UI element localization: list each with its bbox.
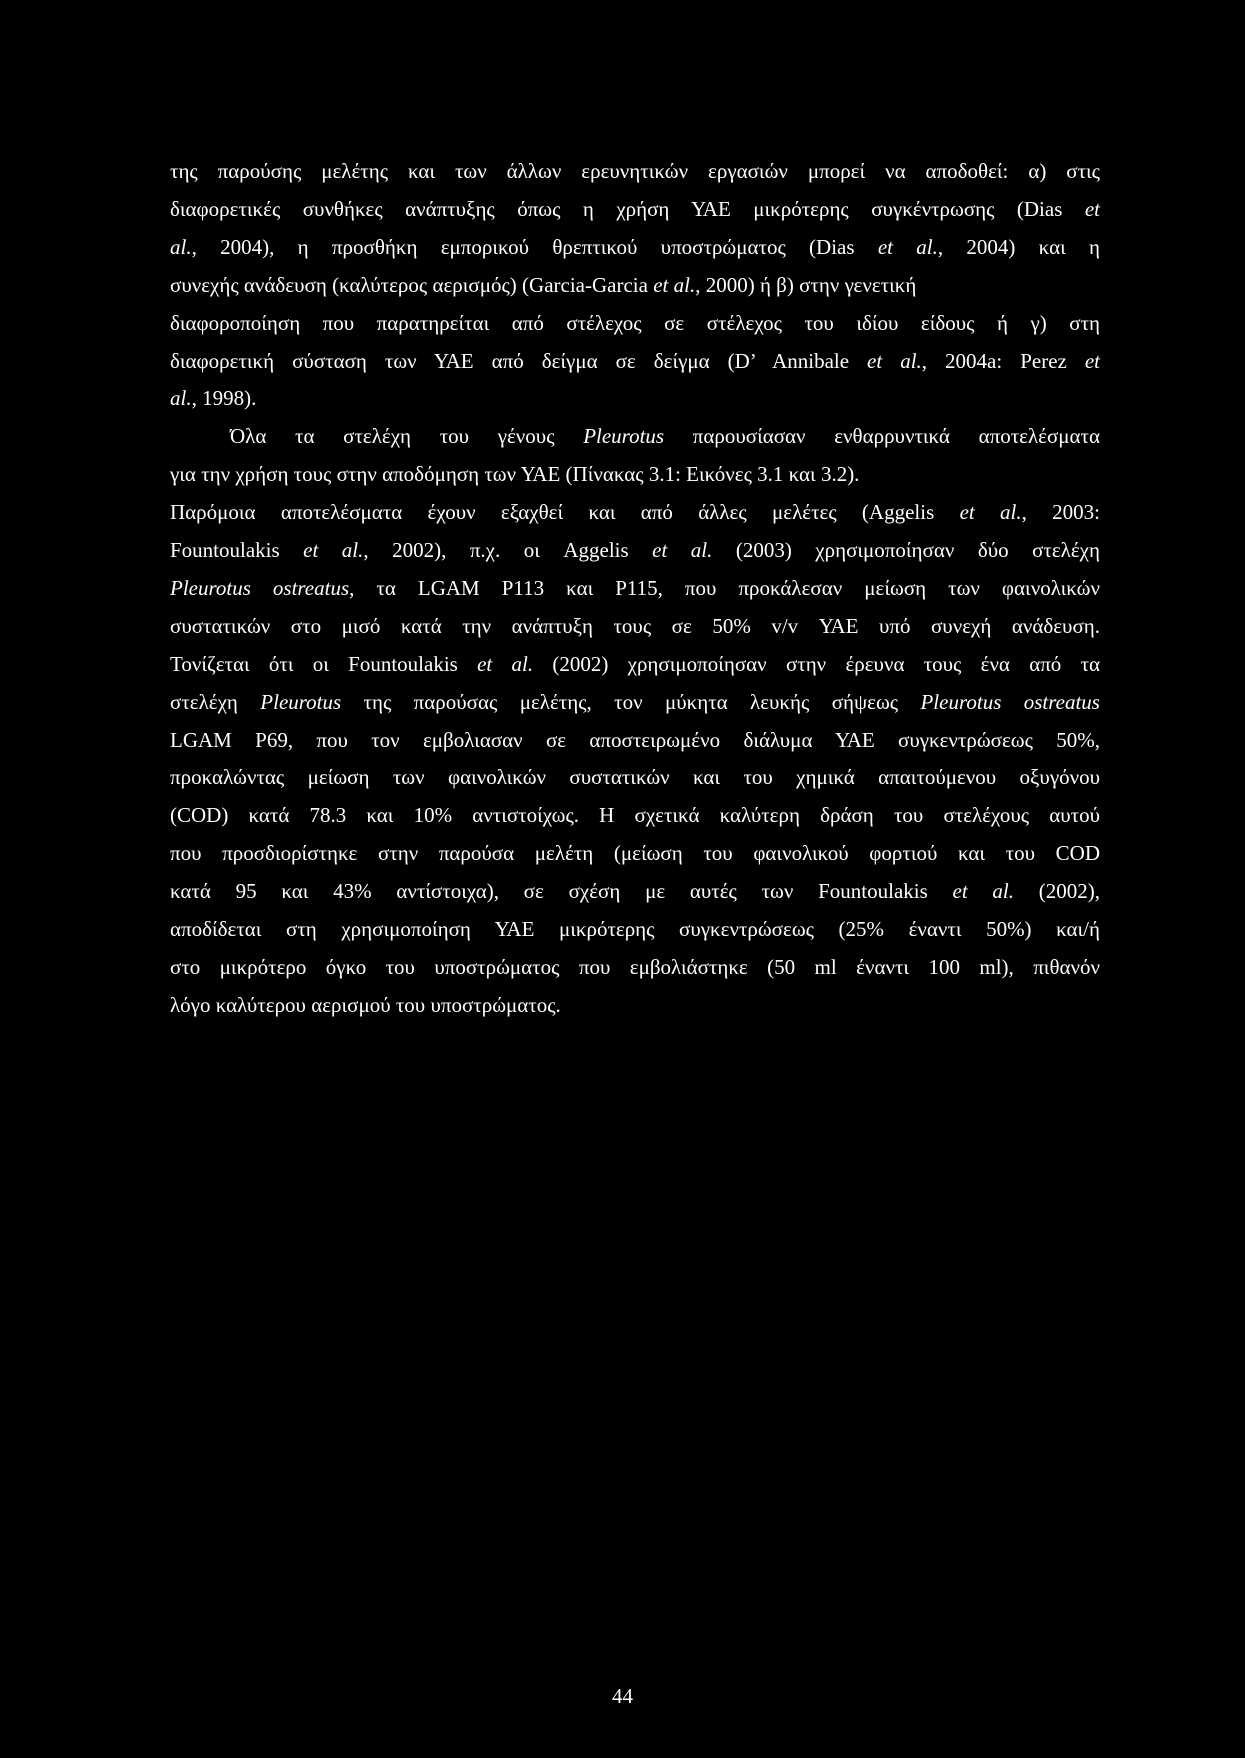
italic-text-segment: Pleurotus ostreatus <box>170 575 350 600</box>
text-segment: διαφορετική σύσταση των ΥΑΕ από δείγμα σε δείγμα (D’ Annibale <box>170 348 868 373</box>
italic-text-segment: et al. <box>477 651 534 676</box>
text-segment: αποδίδεται στη χρησιμοποίηση ΥΑΕ μικρότερης συγκεντρώσεως (25% έναντι 50%) και/ή <box>170 917 1100 941</box>
text-line <box>170 194 1100 224</box>
italic-text-segment: et al. <box>303 538 364 562</box>
text-segment: λόγο καλύτερου αερισμού του υποστρώματος. <box>170 992 561 1017</box>
text-segment: στο μικρότερο όγκο του υποστρώματος που εμβολιάστηκε (50 ml έναντι 100 ml), πιθανόν <box>170 954 1100 979</box>
text-line <box>170 270 1100 300</box>
italic-text-segment: Pleurotus <box>260 689 342 714</box>
page-number: 44 <box>612 1684 633 1708</box>
text-line <box>170 952 1100 982</box>
text-line <box>170 383 1100 413</box>
italic-text-segment: al. <box>170 386 192 411</box>
text-line <box>170 497 1100 527</box>
text-segment: (COD) κατά 78.3 και 10% αντιστοίχως. Η σχετικά καλύτερη δράση του στελέχους αυτού <box>170 803 1100 828</box>
text-line <box>170 573 1100 603</box>
text-line <box>170 876 1100 906</box>
text-line <box>170 762 1100 792</box>
text-segment: κατά 95 και 43% αντίστοιχα), σε σχέση με αυτές των Fountoulakis <box>170 879 953 904</box>
text-segment: (2002) χρησιμοποίησαν στην έρευνα τους ένα από τα <box>533 651 1101 676</box>
text-segment: διαφοροποίηση που παρατηρείται από στέλεχος σε στέλεχος του ιδίου είδους ή γ) στη <box>170 310 1100 335</box>
italic-text-segment: et al. <box>653 272 696 297</box>
text-line <box>170 800 1100 830</box>
italic-text-segment: et al. <box>867 348 922 373</box>
text-segment: LGAM P69, που τον εμβολιασαν σε αποστειρωμένο διάλυμα ΥΑΕ συγκεντρώσεως 50%, <box>170 727 1100 752</box>
text-line <box>230 421 1100 451</box>
text-segment: στελέχη <box>170 689 261 714</box>
text-segment: συστατικών στο μισό κατά την ανάπτυξη τους σε 50% v/v ΥΑΕ υπό συνεχή ανάδευση. <box>170 613 1100 638</box>
italic-text-segment: et al. <box>959 500 1022 525</box>
text-segment: (2002), <box>1014 879 1100 904</box>
italic-text-segment: al. <box>170 234 192 259</box>
text-line <box>170 308 1100 338</box>
text-segment: , 2002), π.χ. οι Aggelis <box>363 538 653 562</box>
italic-text-segment: et al. <box>952 879 1014 904</box>
text-segment: Όλα τα στελέχη του γένους <box>230 424 584 449</box>
italic-text-segment: Pleurotus <box>583 424 665 449</box>
text-line <box>170 838 1100 868</box>
text-segment: προκαλώντας μείωση των φαινολικών συστατικών και του χημικά απαιτούμενου οξυγόνου <box>170 765 1100 790</box>
text-segment: , 2000) ή β) στην γενετική <box>695 272 917 297</box>
text-line <box>170 649 1100 679</box>
italic-text-segment: et al. <box>652 538 713 562</box>
text-segment: , 2003: <box>1021 500 1100 525</box>
text-segment: (2003) χρησιμοποίησαν δύο στελέχη <box>712 538 1100 562</box>
text-line <box>170 687 1100 717</box>
text-line <box>170 914 1100 944</box>
text-segment: Τονίζεται ότι οι Fountoulakis <box>170 651 478 676</box>
text-segment: Fountoulakis <box>170 538 304 562</box>
text-segment: για την χρήση τους στην αποδόμηση των ΥΑΕ (Πίνακας 3.1: Εικόνες 3.1 και 3.2). <box>170 462 860 487</box>
italic-text-segment: et al. <box>877 234 938 259</box>
text-segment: , 2004), η προσθήκη εμπορικού θρεπτικού υποστρώματος (Dias <box>191 234 878 259</box>
text-segment: διαφορετικές συνθήκες ανάπτυξης όπως η χρήση ΥΑΕ μικρότερης συγκέντρωσης (Dias <box>170 196 1085 221</box>
italic-text-segment: et <box>1084 196 1100 221</box>
text-segment: , τα LGAM P113 και P115, που προκάλεσαν μείωση των φαινολικών <box>349 575 1100 600</box>
text-line <box>170 459 1100 489</box>
text-line <box>170 990 1100 1020</box>
text-segment: , 2004a: Perez <box>921 348 1085 373</box>
text-line <box>170 725 1100 755</box>
text-segment: της παρούσας μελέτης, τον μύκητα λευκής σήψεως <box>341 689 921 714</box>
text-segment: , 1998). <box>191 386 257 411</box>
text-segment: συνεχής ανάδευση (καλύτερος αερισμός) (Garcia-Garcia <box>170 272 654 297</box>
italic-text-segment: et <box>1084 348 1100 373</box>
text-segment: παρουσίασαν ενθαρρυντικά αποτελέσματα <box>664 424 1100 449</box>
text-segment: που προσδιορίστηκε στην παρούσα μελέτη (μείωση του φαινολικού φορτιού και του COD <box>170 841 1100 866</box>
text-line <box>170 535 1100 565</box>
text-line <box>170 232 1100 262</box>
text-segment: Παρόμοια αποτελέσματα έχουν εξαχθεί και από άλλες μελέτες (Aggelis <box>170 500 960 525</box>
italic-text-segment: Pleurotus ostreatus <box>920 689 1100 714</box>
text-segment: , 2004) και η <box>937 234 1100 259</box>
text-line <box>170 156 1100 186</box>
text-line <box>170 611 1100 641</box>
text-line <box>170 346 1100 376</box>
text-segment: της παρούσης μελέτης και των άλλων ερευνητικών εργασιών μπορεί να αποδοθεί: α) στις <box>170 159 1100 183</box>
